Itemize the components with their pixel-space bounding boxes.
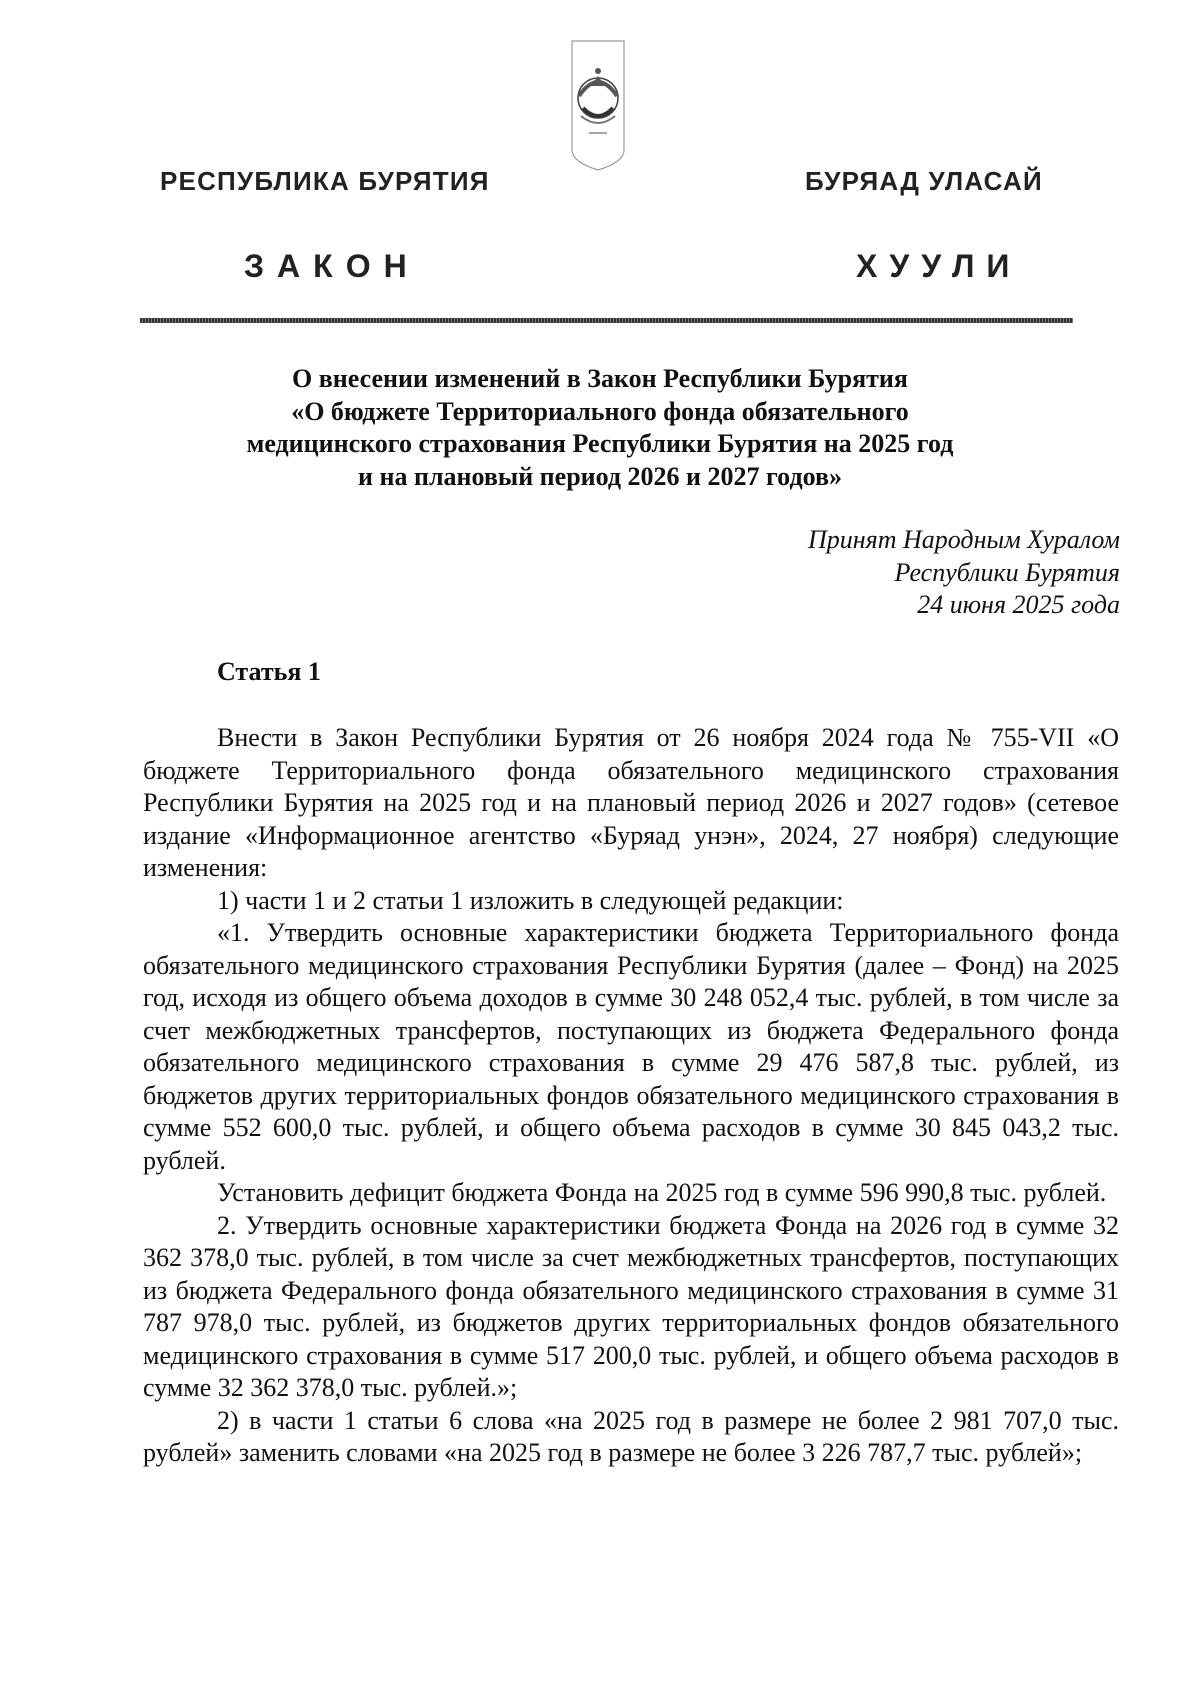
law-title-line: О внесении изменений в Закон Республики Бурятия <box>292 364 908 393</box>
article-paragraph: 2) в части 1 статьи 6 слова «на 2025 год в размере не более 2 981 707,0 тыс. рублей» заменить словами «на 2025 год в размере не более 3 226 787,7 тыс. рублей»; <box>143 1405 1119 1467</box>
republic-name-russian: РЕСПУБЛИКА БУРЯТИЯ <box>160 166 490 196</box>
article-body <box>143 722 1119 1470</box>
law-title-line: и на плановый период 2026 и 2027 годов» <box>358 461 842 491</box>
article-heading: Статья 1 <box>217 657 321 686</box>
law-title-line: «О бюджете Территориального фонда обязательного <box>291 396 909 426</box>
article-paragraph: 2. Утвердить основные характеристики бюджета Фонда на 2026 год в сумме 32 362 378,0 тыс. рублей, в том числе за счет межбюджетных трансфертов, поступающих из бюджета Федерального фонда обязательного медицинского страхования в сумме 31 787 978,0 тыс. рублей, из бюджетов других территориальных фондов обязательного медицинского страхования в сумме 517 200,0 тыс. рублей, и общего объема расходов в сумме 32 362 378,0 тыс. рублей.»; <box>143 1210 1119 1402</box>
article-paragraph: 1) части 1 и 2 статьи 1 изложить в следующей редакции: <box>217 885 844 915</box>
law-label-buryat: ХУУЛИ <box>856 248 1022 284</box>
adoption-note <box>808 524 1120 622</box>
article-paragraph: Установить дефицит бюджета Фонда на 2025 год в сумме 596 990,8 тыс. рублей. <box>217 1178 1107 1207</box>
header-divider <box>140 318 1073 323</box>
law-title <box>150 363 1050 493</box>
adoption-note-line: Республики Бурятия <box>894 557 1120 587</box>
article-paragraph: «1. Утвердить основные характеристики бюджета Территориального фонда обязательного медицинского страхования Республики Бурятия (далее – Фонд) на 2025 год, исходя из общего объема доходов в сумме 30 248 052,4 тыс. рублей, в том числе за счет межбюджетных трансфертов, поступающих из бюджета Федерального фонда обязательного медицинского страхования в сумме 29 476 587,8 тыс. рублей, из бюджетов других территориальных фондов обязательного медицинского страхования в сумме 552 600,0 тыс. рублей, и общего объема расходов в сумме 30 845 043,2 тыс. рублей. <box>143 918 1119 1175</box>
adoption-note-line: Принят Народным Хуралом <box>807 525 1120 554</box>
law-label-russian: ЗАКОН <box>244 248 420 284</box>
republic-name-buryat: БУРЯАД УЛАСАЙ <box>805 166 1043 196</box>
law-title-line: медицинского страхования Республики Бурятия на 2025 год <box>246 429 954 458</box>
article-paragraph: Внести в Закон Республики Бурятия от 26 ноября 2024 года № 755-VII «О бюджете Территориального фонда обязательного медицинского страхования Республики Бурятия на 2025 год и на плановый период 2026 и 2027 годов» (сетевое издание «Информационное агентство «Буряад унэн», 2024, 27 ноября) следующие изменения: <box>143 723 1119 882</box>
coat-of-arms-icon <box>569 38 627 172</box>
adoption-date: 24 июня 2025 года <box>917 590 1120 619</box>
